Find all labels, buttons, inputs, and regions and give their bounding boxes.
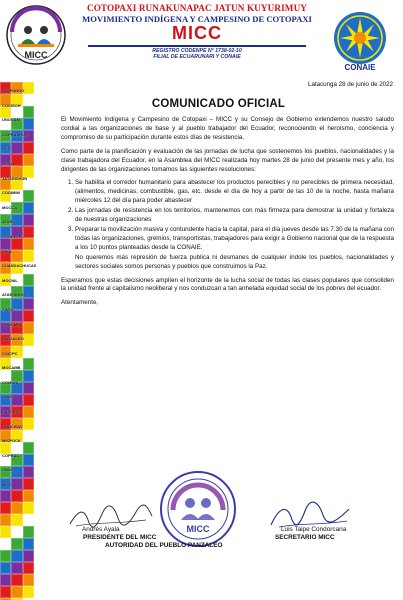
member-organization-label: UNOCISAV: [2, 423, 23, 429]
member-organization-label: COPRAC: [2, 452, 20, 458]
member-organization-label: MICPOCK: [2, 438, 21, 444]
signer-left-name: Andrés Ayala: [82, 526, 120, 533]
member-organization-label: COICPC: [2, 350, 18, 356]
resolution-item: 2. Las jornadas de resistencia en los territorios, mantenemos con más firmeza para demostrar la unidad y fortaleza de nuestras organizaciones: [75, 207, 394, 225]
org-acronym: MICC: [172, 23, 222, 43]
micc-seal-icon: [159, 470, 237, 548]
letterhead-divider: [88, 45, 306, 47]
seal-text: MICC: [186, 524, 210, 534]
micc-logo-text: MICC: [24, 50, 48, 60]
member-organization-label: COMUNI: [2, 379, 19, 385]
signer-right-name: Luis Taipe Condorcana: [281, 526, 347, 533]
member-organization-label: OCAN: [2, 160, 14, 166]
member-organization-label: COGENTE: [2, 233, 22, 239]
member-organization-label: COCISOH: [2, 102, 21, 108]
signer-left-role: PRESIDENTE DEL MICC: [83, 534, 157, 541]
registry-number: REGISTRO CODENPE N° 1738-02-10: [152, 48, 242, 54]
member-organization-label: ATARISHUN: [2, 292, 25, 298]
member-organization-label: SIMOC: [2, 306, 16, 312]
letterhead: [70, 3, 324, 60]
resolution-item: 1. Se habilita el corredor humanitario para abastecer los productos perecibles y no perecibles de primera necesidad, (alimentos, medicinas, combustible, gas, etc. desde el día de hoy a partir de las 10 de la noche, hasta mañana miércoles 12 del día para poder abastecer: [75, 179, 394, 206]
member-organization-label: MOCCA: [2, 204, 18, 210]
member-organization-label: MOCAMB: [2, 365, 21, 371]
member-organization-label: SALCEDO: [2, 409, 22, 415]
paragraph: Como parte de la planificación y evaluación de las jornadas de lucha que sostenemos los pueblos, nacionalidades y la clase trabajadora del Ecuador, en la Asamblea del MICC realizada hoy martes 28 de junio del presente mes y año, los dirigentes de las organizaciones tomamos las siguientes resoluciones:: [61, 147, 394, 173]
signer-right-role: SECRETARIO MICC: [275, 534, 335, 541]
member-organization-label: UNOC: [2, 467, 14, 473]
member-organization-label: ATARI: [2, 219, 14, 225]
indented-note: No queremos más represión de fuerza publica ni desmanes de cualquier índole los pueblos, nacionalidades y sectores sociales somos personas y pueblos que construimos la Paz.: [75, 253, 394, 270]
org-name-kichwa: COTOPAXI RUNAKUNAPAC JATUN KUYURIMUY: [86, 3, 308, 13]
member-organization-label: CODIMIM: [2, 190, 20, 196]
paragraph: El Movimiento Indígena y Campesino de Cotopaxi – MICC y su Consejo de Gobierno extendemos nuestro saludo cordial a las organizaciones de base y al pueblo trabajador del Ecuador, reconociendo el heroísmo, conciencia y compromiso de su participación durante estos días de resistencia.: [61, 116, 394, 141]
document-body: [61, 116, 394, 313]
org-name-spanish: MOVIMIENTO INDÍGENA Y CAMPESINO DE COTOPAXI: [82, 14, 312, 24]
signer-bottom-role: AUTORIDAD DEL PUEBLO PANZALEO: [105, 542, 223, 549]
conaie-logo-text: CONAIE: [344, 63, 376, 72]
member-organization-label: UNOCMUL: [2, 321, 23, 327]
closing-paragraph: Esperamos que estas decisiones amplíen el horizonte de la lucha social de todas las clases populares que consoliden la unidad frente al capitalismo neoliberal y nos conduzcan a tan anhelada equidad social de los pobres del ecuador.: [61, 276, 394, 293]
member-organization-label: UNOCAM: [2, 117, 20, 123]
member-organization-label: INKA: [2, 248, 12, 254]
member-organization-label: CUANDACHUCAS: [2, 263, 36, 269]
member-organization-label: MOCNIL: [2, 277, 18, 283]
member-organization-label: AYAPUNGO: [2, 88, 25, 93]
member-organization-label: JATARISHUN: [2, 175, 28, 181]
resolutions-list: [61, 179, 394, 252]
member-organization-label: MICC: [2, 482, 13, 488]
member-organizations-list: [2, 84, 36, 594]
document-title: COMUNICADO OFICIAL: [151, 98, 286, 110]
member-organization-label: UNOC: [2, 394, 14, 400]
salutation: Atentamente,: [61, 299, 99, 307]
member-organization-label: COPRASHUE: [2, 131, 28, 137]
document-date: Latacunga 28 de junio de 2022: [308, 81, 393, 88]
conaie-logo-icon: [327, 8, 393, 72]
member-organization-label: PANZALEO: [2, 336, 24, 342]
affiliation: FILIAL DE ECUARUNARI Y CONAIE: [153, 54, 241, 60]
micc-logo-icon: [6, 4, 66, 66]
resolution-item: 3. Preparar la movilización masiva y contundente hacia la capital, para el día jueves desde las 7.30 de la mañana con todas las organizaciones, gremios, transportistas, trabajadores para exigir a Gobierno nacional que de la respuesta a los 10 puntos planteadas desde la CONAIE.: [75, 226, 394, 253]
member-organization-label: UCIT: [2, 146, 12, 152]
